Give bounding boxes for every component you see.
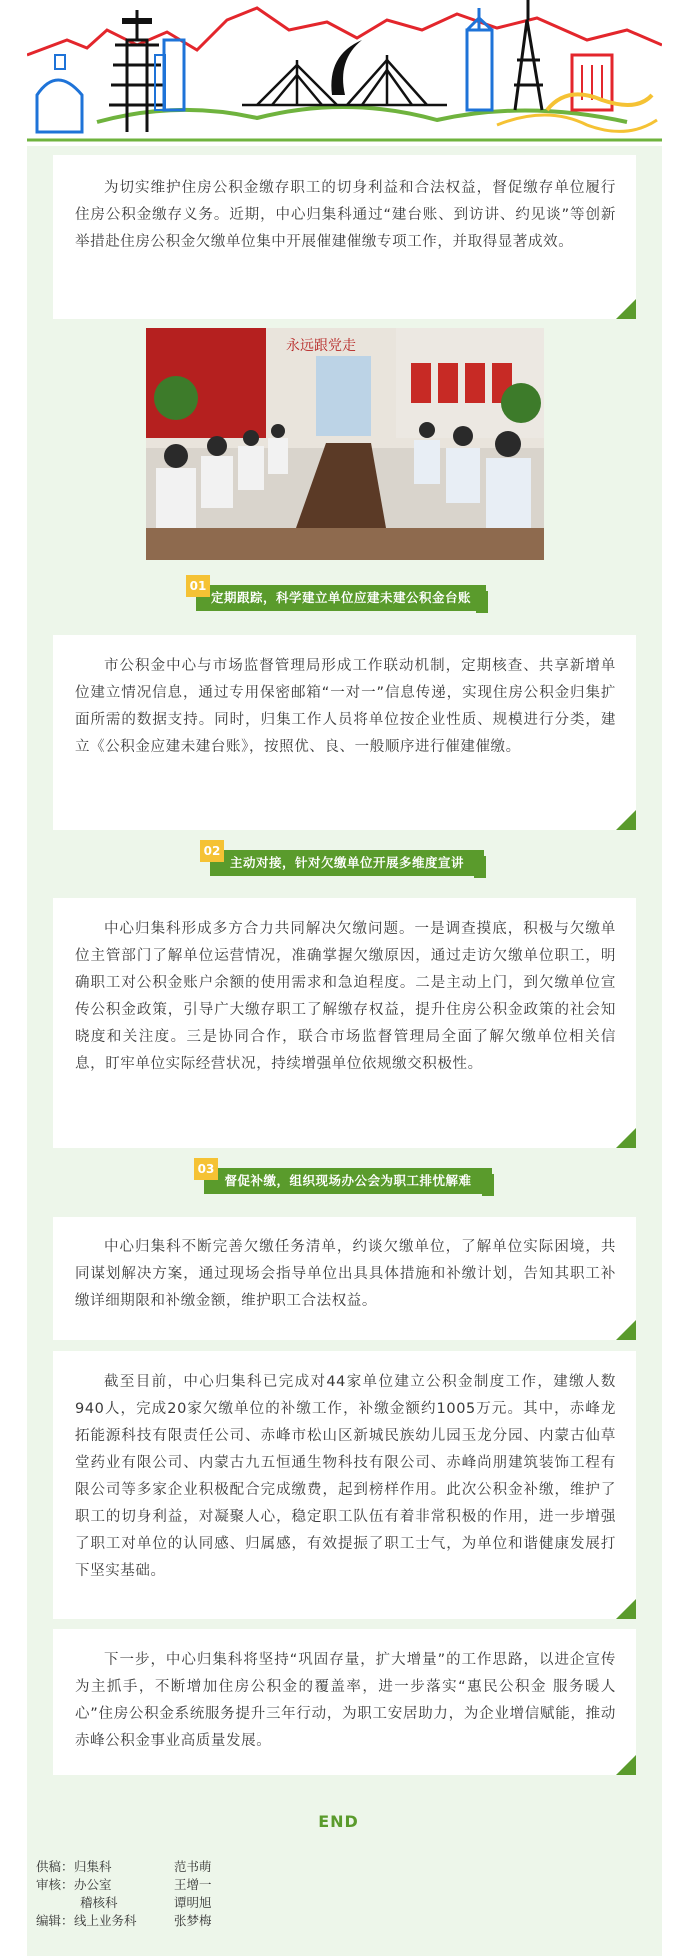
corner-decoration [616,1755,636,1775]
credit-row-review-2 [36,1894,212,1912]
section-paragraph: 中心归集科不断完善欠缴任务清单，约谈欠缴单位，了解单位实际困境，共同谋划解决方案，通过现场会指导单位出具具体措施和补缴计划，告知其职工补缴详细期限和补缴金额，维护职工合法权益。 [75,1239,616,1309]
credit-label: 供稿： [36,1859,74,1874]
section-title: 主动对接，针对欠缴单位开展多维度宣讲 [210,850,484,876]
credit-name: 王增一 [174,1877,212,1892]
credit-department: 办公室 [74,1877,112,1892]
section-number: 01 [186,575,210,597]
section-card-02 [53,898,636,1148]
corner-decoration [616,299,636,319]
section-card-01 [53,635,636,830]
corner-decoration [616,1320,636,1340]
credit-row-review [36,1876,212,1894]
corner-decoration [616,810,636,830]
section-number: 02 [200,840,224,862]
next-step-paragraph: 下一步，中心归集科将坚持“巩固存量，扩大增量”的工作思路，以进企宣传为主抓手，不断增加住房公积金的覆盖率，进一步落实“惠民公积金 服务暖人心”住房公积金系统服务提升三年行动，为职工安居助力，为企业增信赋能，推动赤峰公积金事业高质量发展。 [75,1652,616,1749]
city-skyline-illustration [27,0,662,146]
credit-department: 稽核科 [80,1895,118,1910]
section-title: 定期跟踪，科学建立单位应建未建公积金台账 [196,585,486,611]
credit-name: 张梦梅 [174,1913,212,1928]
intro-card [53,155,636,319]
summary-card [53,1351,636,1619]
credit-label: 编辑： [36,1913,74,1928]
end-label: END [318,1812,359,1831]
section-paragraph: 市公积金中心与市场监督管理局形成工作联动机制，定期核查、共享新增单位建立情况信息，通过专用保密邮箱“一对一”信息传递，实现住房公积金归集扩面所需的数据支持。同时，归集工作人员将单位按企业性质、规模进行分类，建立《公积金应建未建台账》，按照优、良、一般顺序进行催建催缴。 [75,658,616,755]
section-title: 督促补缴，组织现场办公会为职工排忧解难 [204,1168,492,1194]
section-number: 03 [194,1158,218,1180]
credit-row-source [36,1858,212,1876]
wall-slogan: 永远跟党走 [286,338,356,354]
header-banner [27,0,662,146]
credit-name: 范书萌 [174,1859,212,1874]
section-heading-02 [200,840,490,876]
meeting-photo [146,328,544,560]
credit-department: 线上业务科 [74,1913,137,1928]
credit-name: 谭明旭 [174,1895,212,1910]
corner-decoration [616,1599,636,1619]
credit-label: 审核： [36,1877,74,1892]
section-heading-01 [186,575,496,611]
credits-block [36,1858,212,1930]
summary-paragraph: 截至目前，中心归集科已完成对44家单位建立公积金制度工作，建缴人数940人，完成20家欠缴单位的补缴工作，补缴金额约1005万元。其中，赤峰龙拓能源科技有限责任公司、赤峰市松山区新城民族幼儿园玉龙分园、内蒙古仙草堂药业有限公司、内蒙古九五恒通生物科技有限公司、赤峰尚朋建筑装饰工程有限公司等多家企业积极配合完成缴费，起到榜样作用。此次公积金补缴，维护了职工的切身利益，对凝聚人心，稳定职工队伍有着非常积极的作用，进一步增强了职工对单位的认同感、归属感，有效提振了职工士气，为单位和谐健康发展打下坚实基础。 [75,1374,616,1579]
corner-decoration [616,1128,636,1148]
credit-department: 归集科 [74,1859,112,1874]
meeting-room-image [146,328,544,560]
section-heading-03 [194,1158,498,1194]
section-card-03 [53,1217,636,1340]
intro-paragraph: 为切实维护住房公积金缴存职工的切身利益和合法权益，督促缴存单位履行住房公积金缴存义务。近期，中心归集科通过“建台账、到访讲、约见谈”等创新举措赴住房公积金欠缴单位集中开展催建催缴专项工作，并取得显著成效。 [75,180,616,250]
next-step-card [53,1629,636,1775]
credit-row-editor [36,1912,212,1930]
section-paragraph: 中心归集科形成多方合力共同解决欠缴问题。一是调查摸底，积极与欠缴单位主管部门了解单位运营情况，准确掌握欠缴原因，通过走访欠缴单位职工，明确职工对公积金账户余额的使用需求和急迫程度。二是主动上门，到欠缴单位宣传公积金政策，引导广大缴存职工了解缴存权益，提升住房公积金政策的社会知晓度和关注度。三是协同合作，联合市场监督管理局全面了解欠缴单位相关信息，盯牢单位实际经营状况，持续增强单位依规缴交积极性。 [75,921,616,1072]
